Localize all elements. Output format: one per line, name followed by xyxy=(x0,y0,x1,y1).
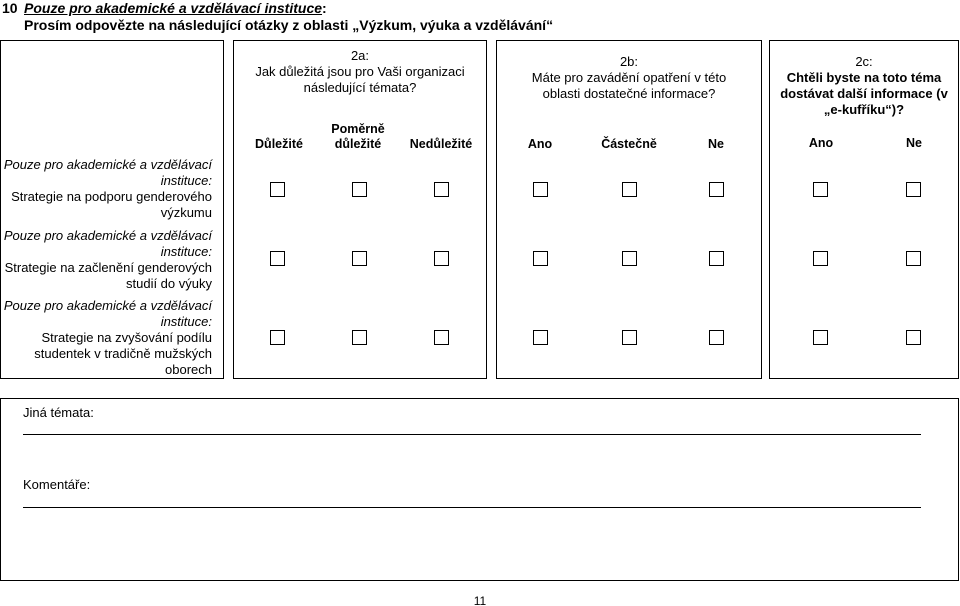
checkbox-row2-2c-ano[interactable] xyxy=(813,251,828,266)
question-2c-text: Chtěli byste na toto téma dostávat další informace (v „e-kufříku“)? xyxy=(780,70,948,117)
question-title-colon: : xyxy=(322,0,327,16)
free-text-section xyxy=(0,398,959,581)
checkbox-row1-2b-castecne[interactable] xyxy=(622,182,637,197)
checkbox-row1-2c-ne[interactable] xyxy=(906,182,921,197)
other-topics-line[interactable] xyxy=(23,434,921,435)
question-2c-header xyxy=(769,54,959,118)
checkbox-row3-2b-ano[interactable] xyxy=(533,330,548,345)
question-2a-label: 2a: xyxy=(350,48,370,63)
checkbox-row2-2a-pomerne-dulezite[interactable] xyxy=(352,251,367,266)
question-title: Pouze pro akademické a vzdělávací instituce xyxy=(24,0,323,16)
question-number: 10 xyxy=(2,0,18,16)
page-number: 11 xyxy=(473,594,487,606)
checkbox-row1-2a-pomerne-dulezite[interactable] xyxy=(352,182,367,197)
option-2a-dulezite: Důležité xyxy=(255,137,303,151)
other-topics-label: Jiná témata: xyxy=(23,405,94,420)
checkbox-row3-2a-pomerne-dulezite[interactable] xyxy=(352,330,367,345)
option-2b-ne: Ne xyxy=(708,137,724,151)
question-2a-header xyxy=(233,48,487,96)
checkbox-row3-2b-ne[interactable] xyxy=(709,330,724,345)
comments-line[interactable] xyxy=(23,507,921,508)
checkbox-row1-2a-dulezite[interactable] xyxy=(270,182,285,197)
checkbox-row1-2c-ano[interactable] xyxy=(813,182,828,197)
option-2a-pomerne-dulezite: Poměrně důležité xyxy=(331,122,385,151)
row-label-3-text: Strategie na zvyšování podílu studentek v tradičně mužských oborech xyxy=(34,330,212,377)
checkbox-row3-2a-dulezite[interactable] xyxy=(270,330,285,345)
row-label-3-prefix: Pouze pro akademické a vzdělávací instituce: xyxy=(3,298,212,329)
row-label-2-prefix: Pouze pro akademické a vzdělávací instituce: xyxy=(3,228,212,259)
checkbox-row3-2a-nedulezite[interactable] xyxy=(434,330,449,345)
question-heading xyxy=(2,0,553,34)
checkbox-row1-2a-nedulezite[interactable] xyxy=(434,182,449,197)
option-2b-castecne: Částečně xyxy=(601,137,657,151)
checkbox-row3-2c-ano[interactable] xyxy=(813,330,828,345)
checkbox-row2-2c-ne[interactable] xyxy=(906,251,921,266)
row-label-1 xyxy=(2,157,212,221)
checkbox-row2-2a-dulezite[interactable] xyxy=(270,251,285,266)
comments-label: Komentáře: xyxy=(23,477,91,492)
option-2c-ne: Ne xyxy=(906,136,922,150)
checkbox-row2-2b-ne[interactable] xyxy=(709,251,724,266)
option-2c-ano: Ano xyxy=(808,136,834,150)
question-subtitle: Prosím odpovězte na následující otázky z oblasti „Výzkum, výuka a vzdělávání“ xyxy=(24,17,554,33)
checkbox-row2-2a-nedulezite[interactable] xyxy=(434,251,449,266)
question-2a-text: Jak důležitá jsou pro Vaši organizaci následující témata? xyxy=(255,64,465,95)
checkbox-row3-2b-castecne[interactable] xyxy=(622,330,637,345)
checkbox-row2-2b-castecne[interactable] xyxy=(622,251,637,266)
row-label-1-text: Strategie na podporu genderového výzkumu xyxy=(11,189,212,220)
question-2b-text: Máte pro zavádění opatření v této oblasti dostatečné informace? xyxy=(531,70,727,101)
question-2b-header xyxy=(496,54,762,102)
checkbox-row1-2b-ano[interactable] xyxy=(533,182,548,197)
question-2c-label: 2c: xyxy=(855,54,873,69)
checkbox-row2-2b-ano[interactable] xyxy=(533,251,548,266)
checkbox-row1-2b-ne[interactable] xyxy=(709,182,724,197)
row-label-3 xyxy=(2,298,212,378)
row-label-2-text: Strategie na začlenění genderových studií do výuky xyxy=(4,260,212,291)
option-2b-ano: Ano xyxy=(527,137,553,151)
row-label-1-prefix: Pouze pro akademické a vzdělávací instituce: xyxy=(3,157,212,188)
row-label-2 xyxy=(2,228,212,292)
option-2a-nedulezite: Nedůležité xyxy=(409,137,473,151)
question-2b-label: 2b: xyxy=(619,54,639,69)
checkbox-row3-2c-ne[interactable] xyxy=(906,330,921,345)
